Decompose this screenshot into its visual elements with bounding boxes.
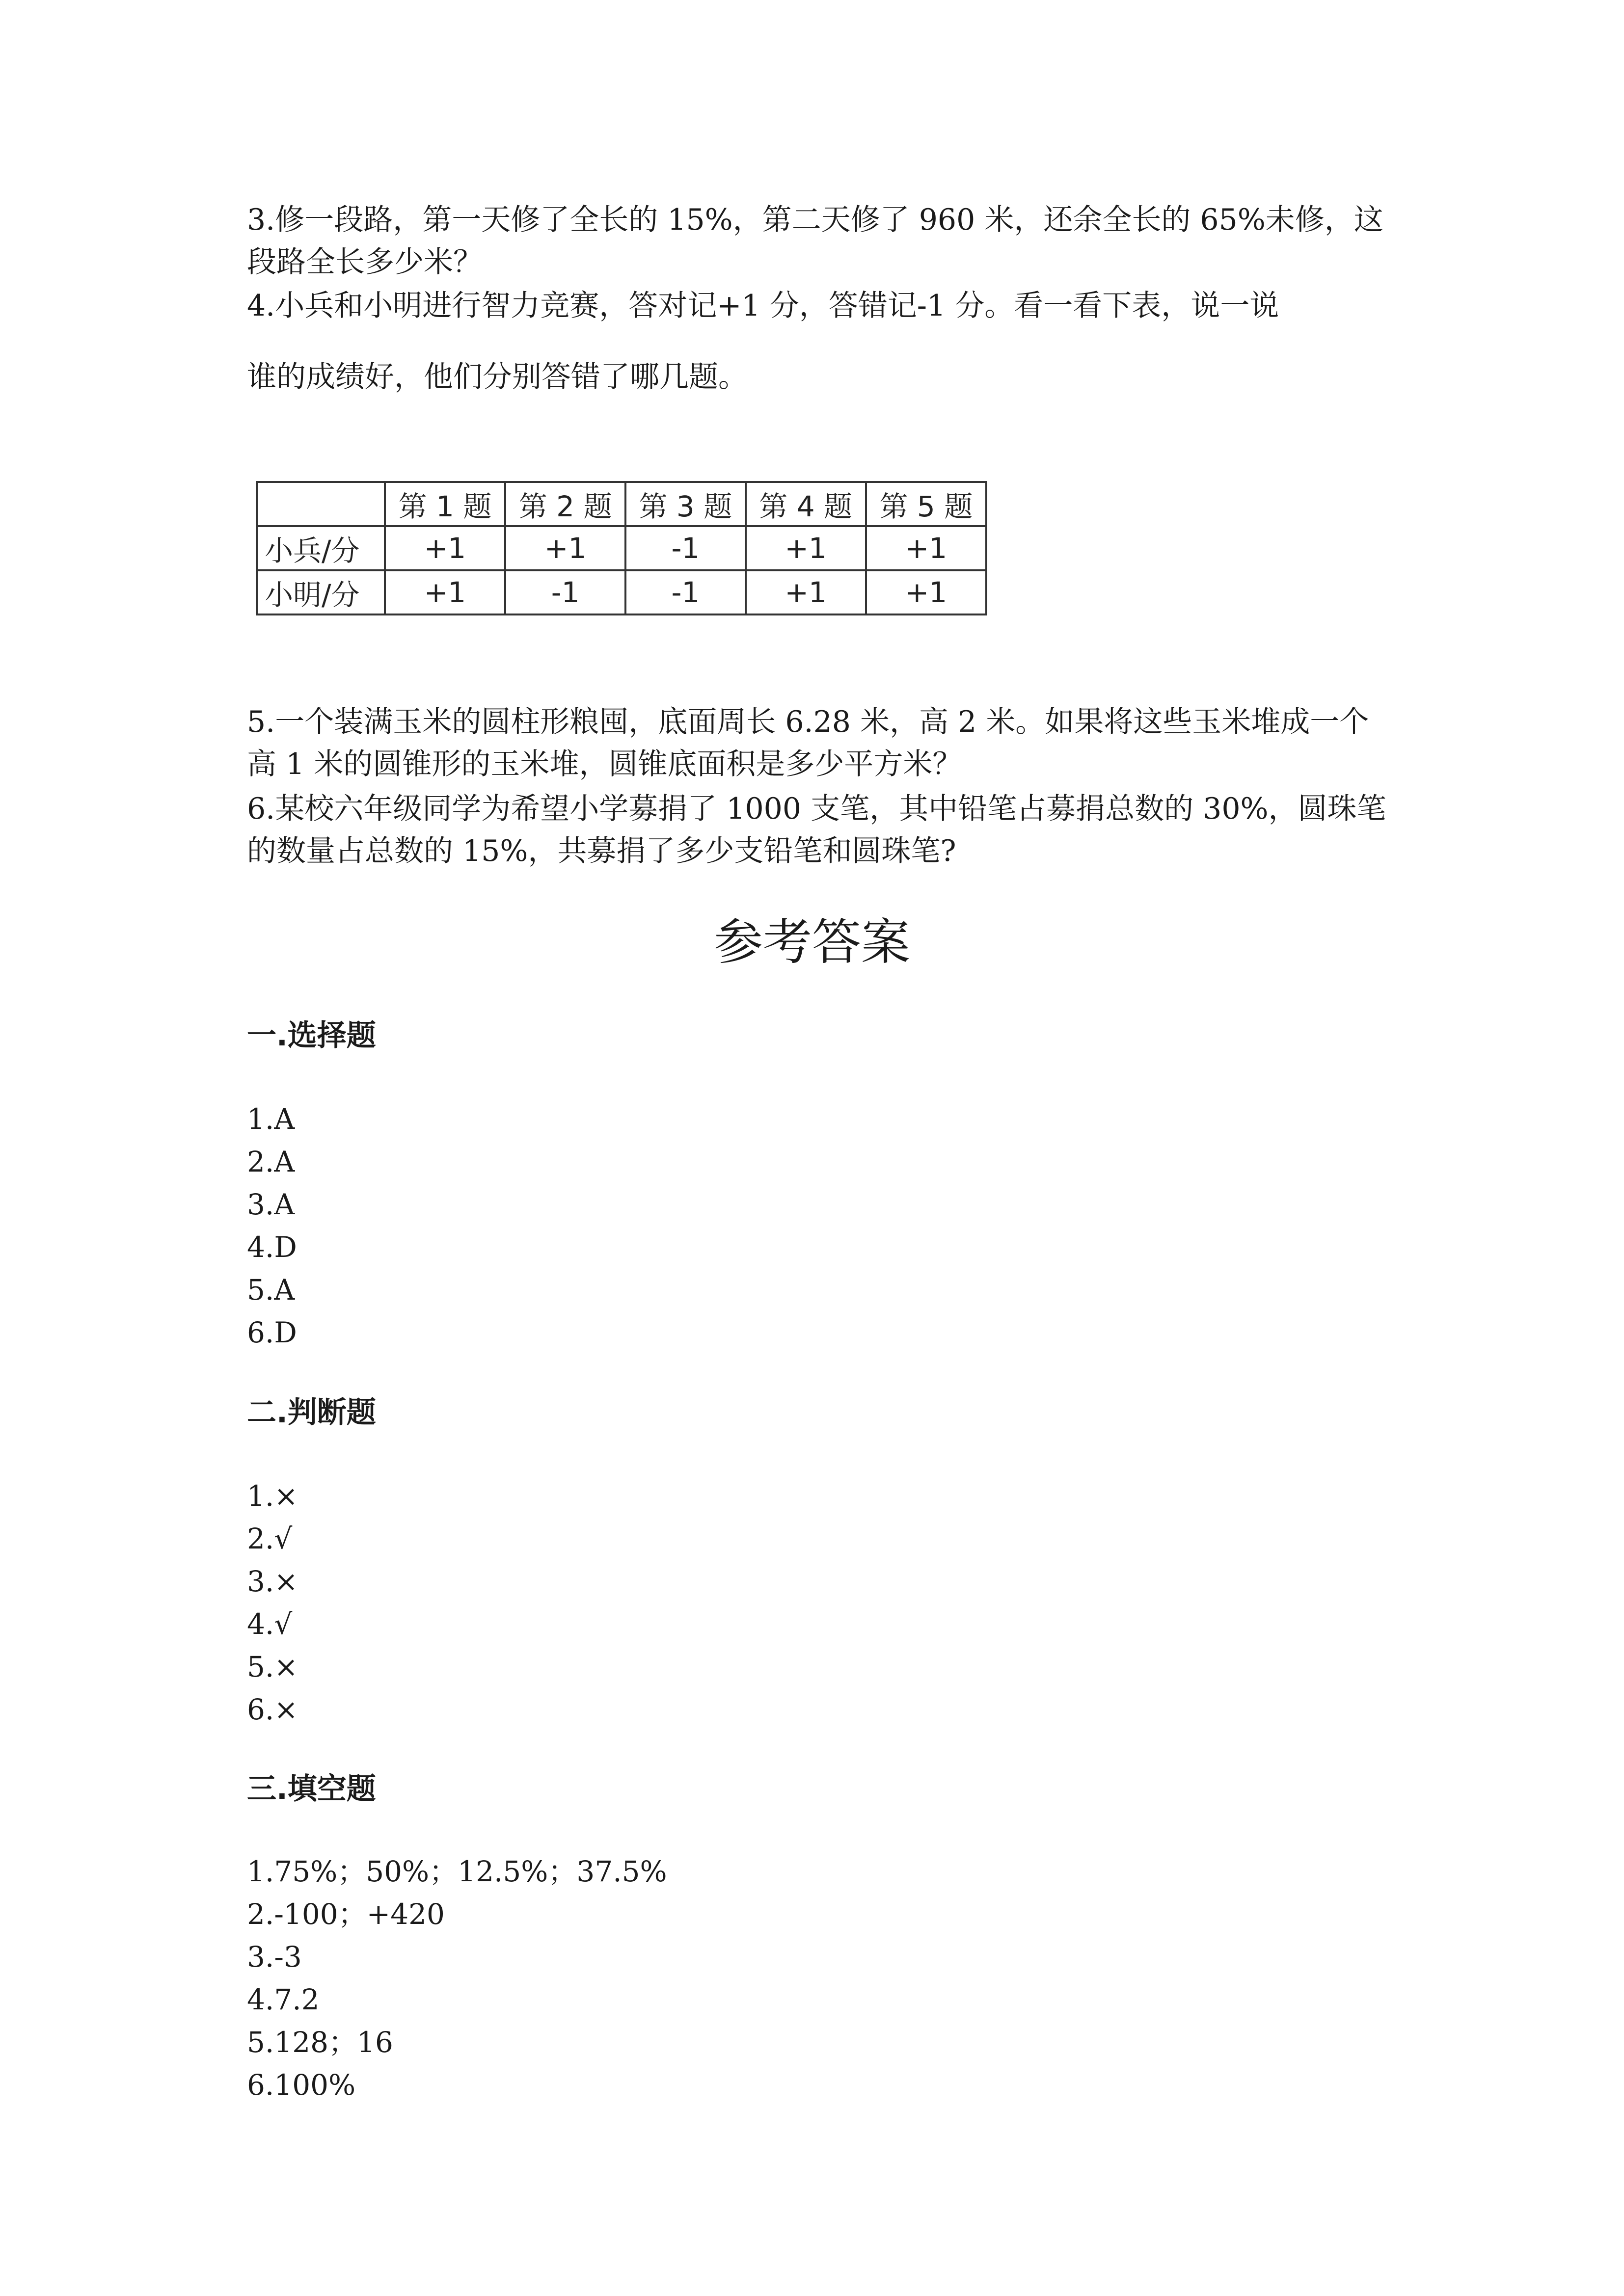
list-item: 6.100% bbox=[247, 2068, 356, 2102]
score-cell: -1 bbox=[625, 570, 745, 614]
score-cell: -1 bbox=[625, 526, 745, 570]
row-label: 小兵/分 bbox=[257, 526, 385, 570]
list-item: 1.× bbox=[247, 1479, 298, 1513]
table-header-cell: 第 4 题 bbox=[746, 482, 866, 526]
answer-list-judgment bbox=[247, 1475, 298, 1731]
list-item: 5.128；16 bbox=[247, 2026, 393, 2059]
score-cell: +1 bbox=[746, 526, 866, 570]
table-header-cell: 第 1 题 bbox=[385, 482, 505, 526]
list-item: 1.A bbox=[247, 1102, 295, 1136]
list-item: 3.A bbox=[247, 1188, 295, 1221]
score-cell: +1 bbox=[505, 526, 625, 570]
score-cell: +1 bbox=[746, 570, 866, 614]
table-header-cell: 第 5 题 bbox=[866, 482, 986, 526]
list-item: 2.-100；+420 bbox=[247, 1897, 445, 1931]
table-header-cell: 第 2 题 bbox=[505, 482, 625, 526]
score-cell: +1 bbox=[385, 570, 505, 614]
problem-3: 3.修一段路，第一天修了全长的 15%，第二天修了 960 米，还余全长的 65%未修，这段路全长多少米？ bbox=[247, 203, 1383, 279]
answer-title: 参考答案 bbox=[714, 913, 910, 971]
list-item: 1.75%；50%；12.5%；37.5% bbox=[247, 1855, 667, 1888]
row-label: 小明/分 bbox=[257, 570, 385, 614]
problem-4-line-1: 4.小兵和小明进行智力竞赛，答对记+1 分，答错记-1 分。看一看下表，说一说 bbox=[247, 289, 1279, 323]
table-header-row bbox=[257, 482, 986, 526]
list-item: 5.A bbox=[247, 1273, 295, 1307]
score-cell: +1 bbox=[866, 570, 986, 614]
answer-list-choice bbox=[247, 1098, 297, 1354]
section-heading-fill-blank: 三.填空题 bbox=[247, 1772, 376, 1806]
problem-5: 5.一个装满玉米的圆柱形粮囤，底面周长 6.28 米，高 2 米。如果将这些玉米堆成一个高 1 米的圆锥形的玉米堆，圆锥底面积是多少平方米？ bbox=[247, 705, 1369, 781]
list-item: 4.D bbox=[247, 1230, 297, 1264]
table-corner-cell bbox=[257, 482, 385, 526]
list-item: 6.D bbox=[247, 1316, 297, 1349]
table-header-cell: 第 3 题 bbox=[625, 482, 745, 526]
problem-6: 6.某校六年级同学为希望小学募捐了 1000 支笔，其中铅笔占募捐总数的 30%，圆珠笔的数量占总数的 15%，共募捐了多少支铅笔和圆珠笔? bbox=[247, 792, 1386, 868]
list-item: 2.A bbox=[247, 1145, 295, 1178]
score-cell: -1 bbox=[505, 570, 625, 614]
score-cell: +1 bbox=[385, 526, 505, 570]
score-table bbox=[256, 481, 987, 615]
list-item: 6.× bbox=[247, 1693, 298, 1726]
table-row bbox=[257, 526, 986, 570]
problem-4-line-2: 谁的成绩好，他们分别答错了哪几题。 bbox=[247, 360, 748, 394]
section-heading-choice: 一.选择题 bbox=[247, 1018, 376, 1053]
answer-list-fill-blank bbox=[247, 1850, 667, 2107]
list-item: 3.× bbox=[247, 1565, 298, 1598]
list-item: 3.-3 bbox=[247, 1940, 302, 1974]
list-item: 4.7.2 bbox=[247, 1983, 320, 2016]
score-cell: +1 bbox=[866, 526, 986, 570]
list-item: 5.× bbox=[247, 1650, 298, 1683]
list-item: 2.√ bbox=[247, 1522, 293, 1555]
section-heading-judgment: 二.判断题 bbox=[247, 1395, 376, 1430]
table-row bbox=[257, 570, 986, 614]
list-item: 4.√ bbox=[247, 1607, 293, 1641]
